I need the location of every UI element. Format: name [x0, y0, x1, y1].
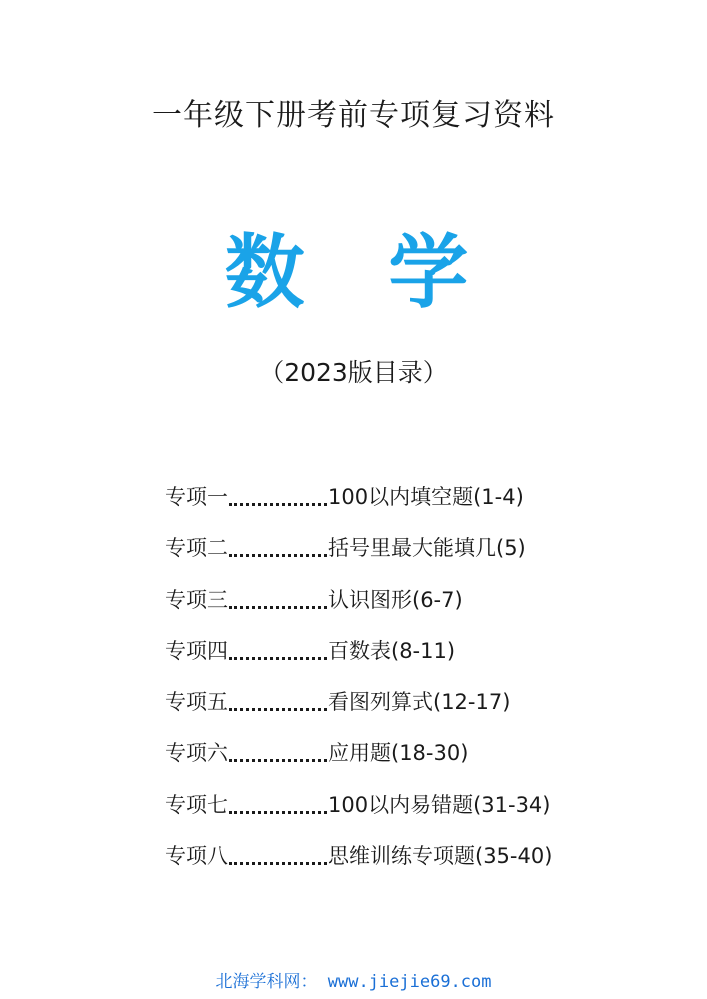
toc-entry-label: 专项八 — [165, 844, 228, 869]
toc-entry — [165, 786, 645, 837]
toc-entry-title: 百数表(8-11) — [328, 638, 456, 663]
toc-entry-label: 专项三 — [165, 587, 228, 612]
toc-entry-title: 认识图形(6-7) — [328, 587, 463, 612]
toc-entry-title: 括号里最大能填几(5) — [328, 536, 526, 561]
toc-entry — [165, 478, 645, 529]
toc-entry-label: 专项七 — [165, 792, 228, 817]
toc-dot-leader — [229, 837, 327, 875]
toc-entry — [165, 529, 645, 580]
toc-entry-label: 专项四 — [165, 638, 228, 663]
footer-website-link[interactable]: 北海学科网： www.jiejie69.com — [215, 972, 492, 992]
toc-entry-title: 应用题(18-30) — [328, 741, 469, 766]
toc-dot-leader — [229, 683, 327, 721]
toc-dot-leader — [229, 478, 327, 516]
toc-dot-leader — [229, 734, 327, 772]
toc-entry-title: 思维训练专项题(35-40) — [328, 844, 553, 869]
toc-entry-title: 100以内易错题(31-34) — [328, 792, 551, 817]
table-of-contents — [165, 478, 645, 888]
toc-dot-leader — [229, 581, 327, 619]
toc-dot-leader — [229, 632, 327, 670]
subject-title: 数 学 — [224, 225, 497, 319]
toc-dot-leader — [229, 786, 327, 824]
edition-subtitle: （2023版目录） — [259, 358, 448, 387]
toc-entry — [165, 683, 645, 734]
toc-entry-title: 看图列算式(12-17) — [328, 690, 511, 715]
toc-entry-label: 专项一 — [165, 485, 228, 509]
toc-entry — [165, 837, 645, 888]
toc-entry — [165, 632, 645, 683]
toc-entry — [165, 581, 645, 632]
toc-entry — [165, 734, 645, 785]
toc-entry-label: 专项五 — [165, 690, 228, 715]
toc-entry-label: 专项二 — [165, 536, 228, 561]
page-header: 一年级下册考前专项复习资料 — [152, 98, 555, 133]
toc-entry-title: 100以内填空题(1-4) — [328, 485, 524, 509]
toc-entry-label: 专项六 — [165, 741, 228, 766]
toc-dot-leader — [229, 529, 327, 567]
